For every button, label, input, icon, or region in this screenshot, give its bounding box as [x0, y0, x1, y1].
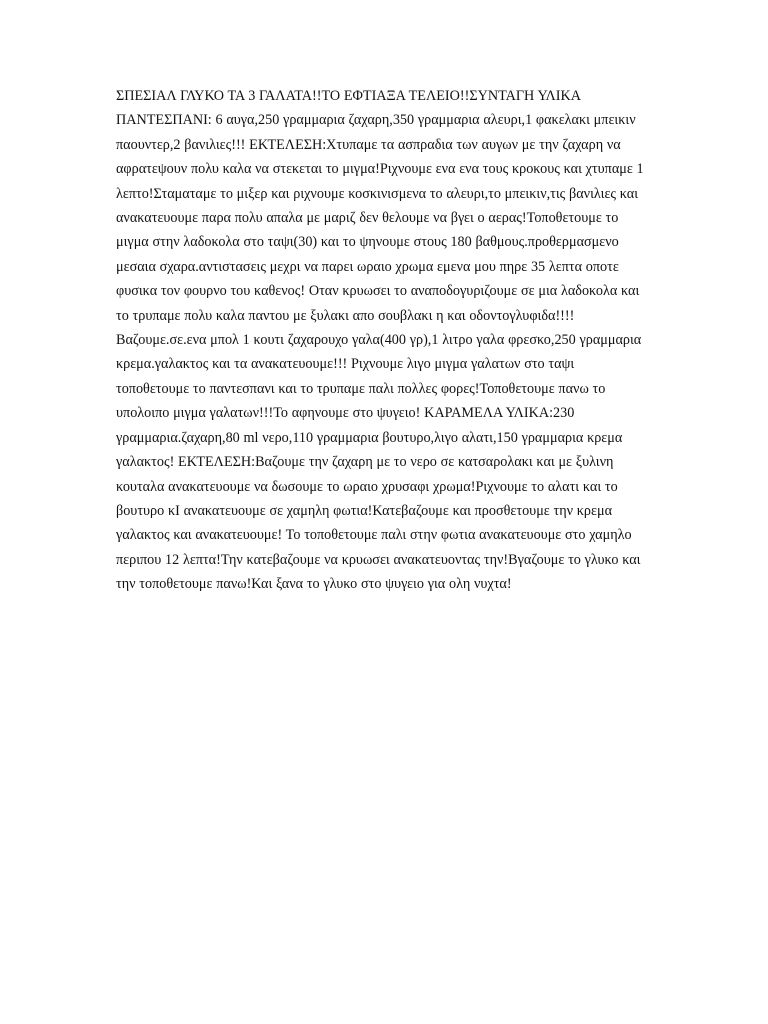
recipe-paragraph: ΣΠΕΣΙΑΛ ΓΛΥΚΟ ΤΑ 3 ΓΑΛΑΤΑ!!ΤΟ ΕΦΤΙΑΞΑ ΤΕΛΕΙΟ!!ΣΥΝΤΑΓΗ ΥΛΙΚΑ ΠΑΝΤΕΣΠΑΝΙ: 6 αυγα,250 γραμμαρια ζαχαρη,350 γραμμαρια αλευρι,1 φακελακι μπεικιν παουντερ,2 βανιλιες!!! ΕΚΤΕΛΕΣΗ:Χτυπαμε τα ασπραδια των αυγων με την ζαχαρη να αφρατεψουν πολυ καλα να στεκεται το μιγμα!Ριχνουμε ενα ενα τους κροκους και χτυπαμε 1 λεπτο!Σταματαμε το μιξερ και ριχνουμε κοσκινισμενα το αλευρι,το μπεικιν,τις βανιλιες και ανακατευουμε παρα πολυ απαλα με μαριζ δεν θελουμε να βγει ο αερας!Τοποθετουμε το μιγμα στην λαδοκολα στο ταψι(30) και το ψηνουμε στους 180 βαθμους.προθερμασμενο μεσαια σχαρα.αντιστασεις μεχρι να παρει ωραιο χρωμα εμενα μου πηρε 35 λεπτα οποτε φυσικα τον φουρνο του καθενος! Οταν κρυωσει το αναποδογυριζουμε σε μια λαδοκολα και το τρυπαμε πολυ καλα παντου με ξυλακι απο σουβλακι η και οδοντογλυφιδα!!!!Βαζουμε.σε.ενα μπολ 1 κουτι ζαχαρουχο γαλα(400 γρ),1 λιτρο γαλα φρεσκο,250 γραμμαρια κρεμα.γαλακτος και τα ανακατευουμε!!! Ριχνουμε λιγο μιγμα γαλατων στο ταψι τοποθετουμε το παντεσπανι και το τρυπαμε παλι πολλες φορες!Τοποθετουμε πανω το υπολοιπο μιγμα γαλατων!!!Το αφηνουμε στο ψυγειο! ΚΑΡΑΜΕΛΑ ΥΛΙΚΑ:230 γραμμαρια.ζαχαρη,80 ml νερο,110 γραμμαρια βουτυρο,λιγο αλατι,150 γραμμαρια κρεμα γαλακτος! ΕΚΤΕΛΕΣΗ:Βαζουμε την ζαχαρη με το νερο σε κατσαρολακι και με ξυλινη κουταλα ανακατευουμε να δωσουμε το ωραιο χρυσαφι χρωμα!Ριχνουμε το αλατι και το βουτυρο κΙ ανακατευουμε σε χαμηλη φωτια!Κατεβαζουμε και προσθετουμε την κρεμα γαλακτος και ανακατευουμε! Το τοποθετουμε παλι στην φωτια ανακατευουμε στο χαμηλο περιπου 12 λεπτα!Την κατεβαζουμε να κρυωσει ανακατευοντας την!Βγαζουμε το γλυκο και την τοποθετουμε πανω!Και ξανα το γλυκο στο ψυγειο για ολη νυχτα! [116, 88, 644, 593]
